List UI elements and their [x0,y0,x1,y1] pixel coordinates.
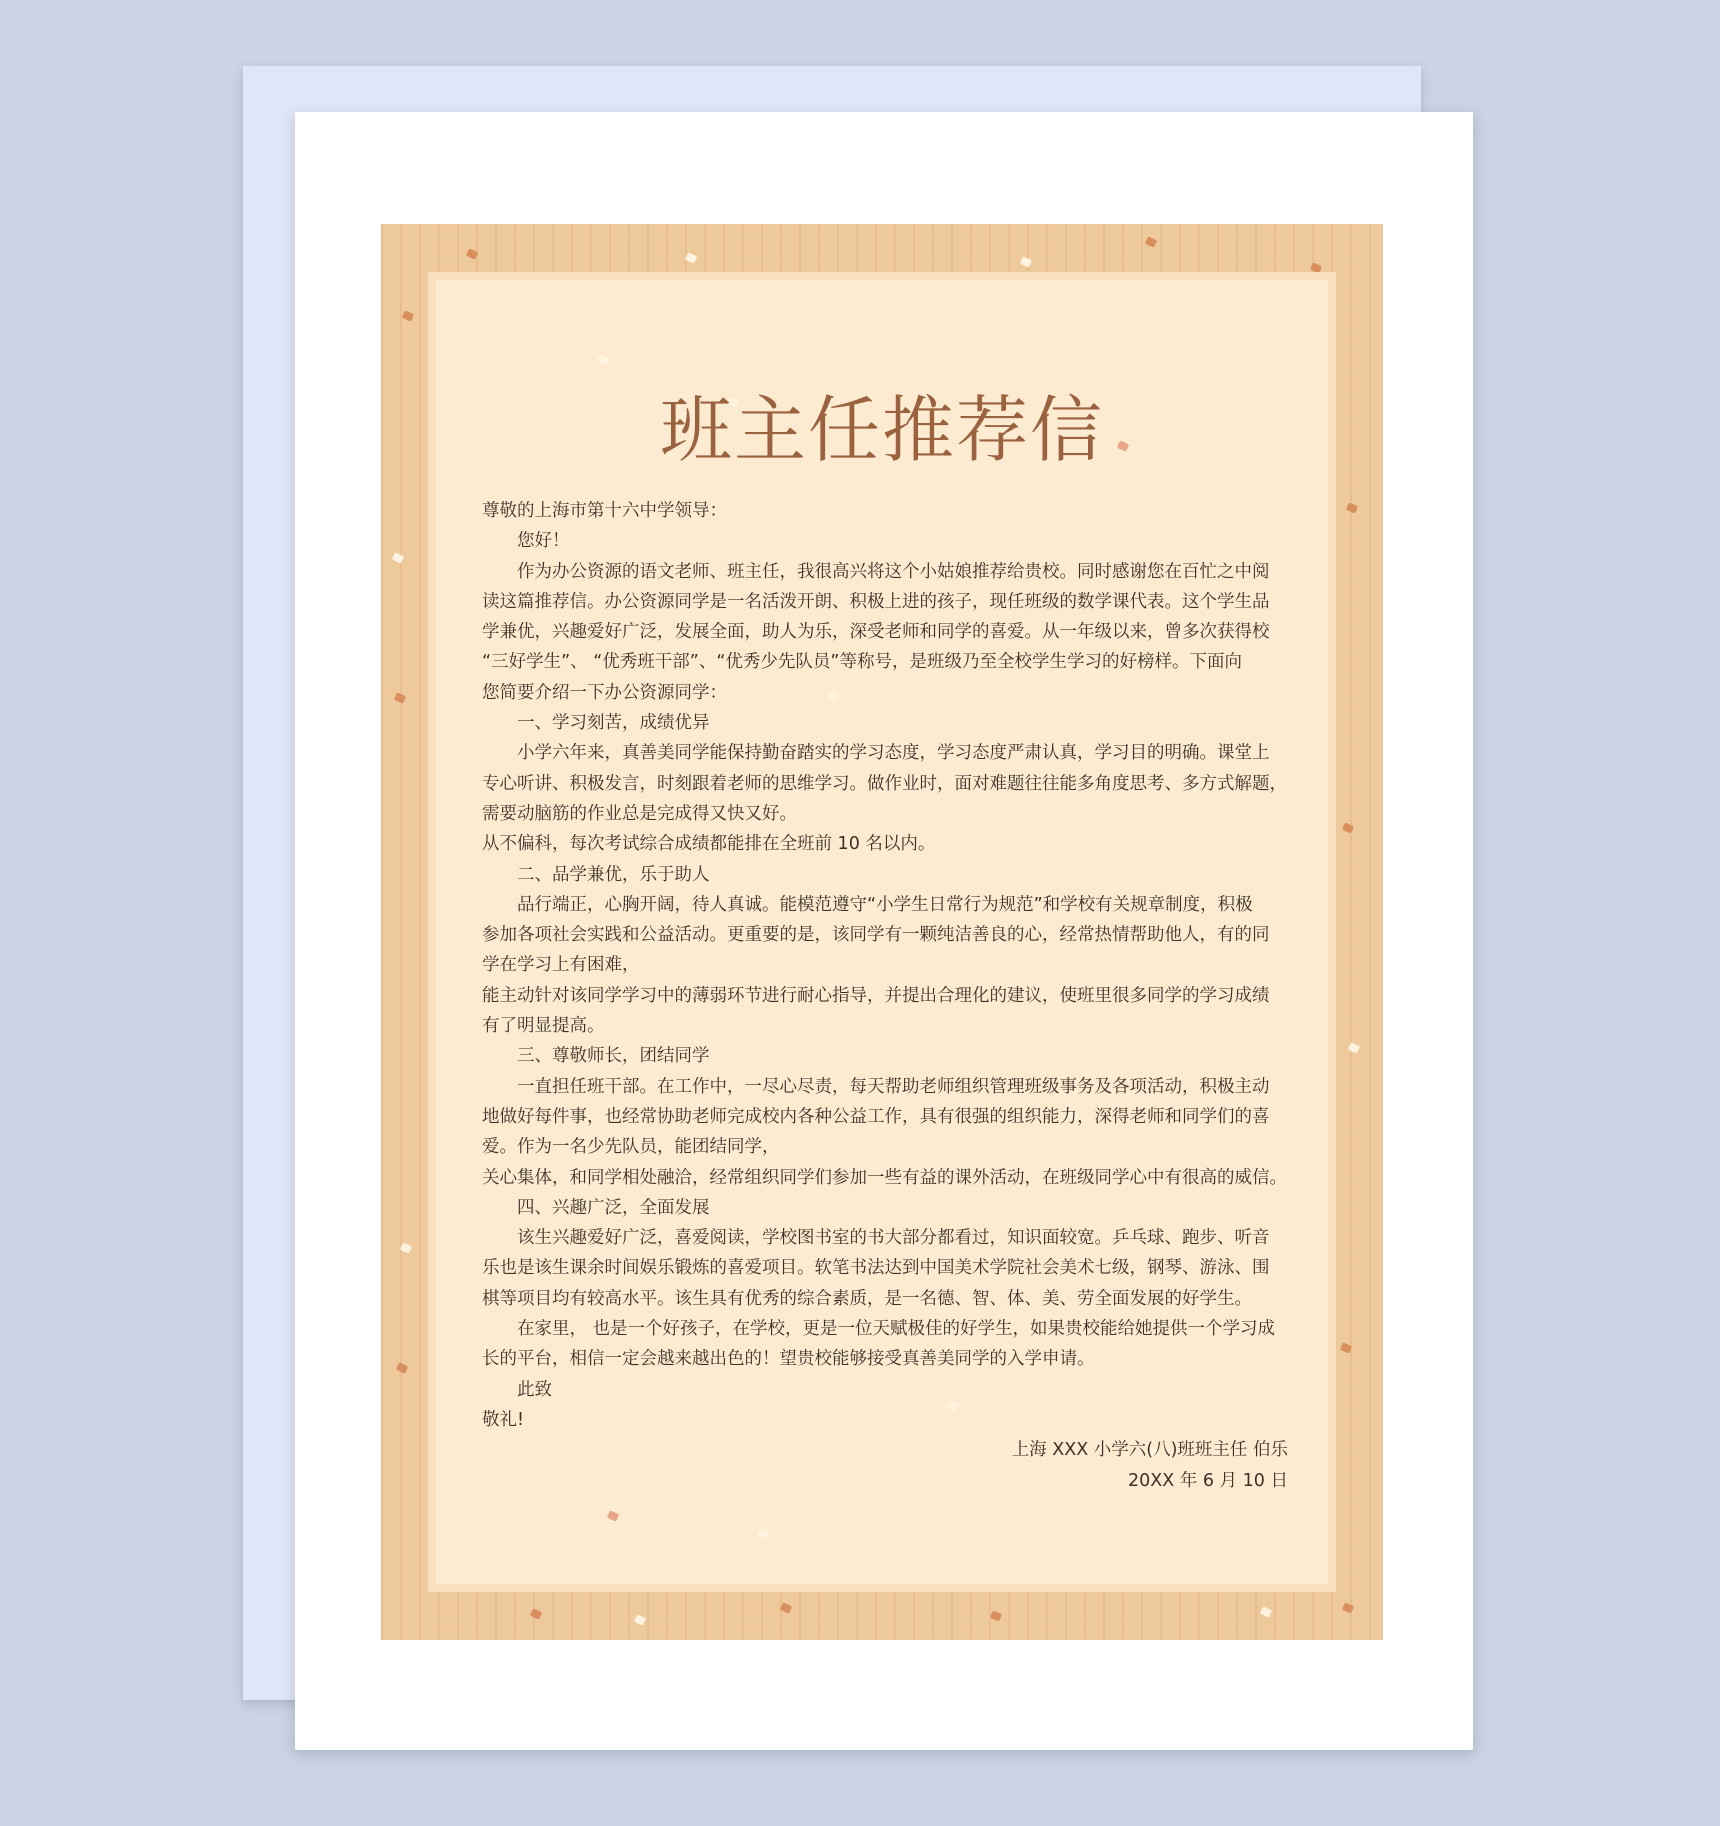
confetti-decoration [392,552,404,563]
letter-line: 上海 XXX 小学六(八)班班主任 伯乐 [1011,1440,1288,1461]
letter-line: 乐也是该生课余时间娱乐锻炼的喜爱项目。软笔书法达到中国美术学院社会美术七级，钢琴、游泳、围 [482,1258,1270,1279]
confetti-decoration [634,1614,646,1625]
letter-line: 参加各项社会实践和公益活动。更重要的是，该同学有一颗纯洁善良的心，经常热情帮助他人，有的同 [482,925,1270,946]
letter-line: 关心集体，和同学相处融洽，经常组织同学们参加一些有益的课外活动，在班级同学心中有很高的威信。 [482,1167,1287,1188]
letter-line: “三好学生”、 “优秀班干部”、“优秀少先队员”等称号，是班级乃至全校学生学习的好榜样。下面向 [482,652,1242,673]
letter-line: 品行端正，心胸开阔，待人真诚。能模范遵守“小学生日常行为规范”和学校有关规章制度，积极 [517,894,1253,915]
letter-line: 作为办公资源的语文老师、班主任，我很高兴将这个小姑娘推荐给贵校。同时感谢您在百忙之中阅 [517,561,1270,582]
confetti-decoration [1342,822,1354,833]
confetti-decoration [1346,502,1358,513]
letter-line: 读这篇推荐信。办公资源同学是一名活泼开朗、积极上进的孩子，现任班级的数学课代表。这个学生品 [482,591,1270,612]
letter-line: 敬礼! [482,1409,525,1430]
letter-line: 此致 [517,1379,552,1400]
confetti-decoration [597,354,609,365]
letter-line: 有了明显提高。 [482,1016,605,1037]
confetti-decoration [1340,1342,1352,1353]
letter-line: 您简要介绍一下办公资源同学： [482,682,727,703]
confetti-decoration [396,1362,408,1373]
letter-line: 能主动针对该同学学习中的薄弱环节进行耐心指导，并提出合理化的建议，使班里很多同学的学习成绩 [482,985,1270,1006]
confetti-decoration [1020,256,1032,267]
letter-line: 学兼优，兴趣爱好广泛，发展全面，助人为乐，深受老师和同学的喜爱。从一年级以来，曾多次获得校 [482,622,1270,643]
letter-line: 您好！ [517,531,570,552]
letter-line: 长的平台，相信一定会越来越出色的！望贵校能够接受真善美同学的入学申请。 [482,1349,1095,1370]
letter-title: 班主任推荐信 [659,388,1104,472]
letter-line: 该生兴趣爱好广泛，喜爱阅读，学校图书室的书大部分都看过，知识面较宽。乒乓球、跑步、听音 [517,1228,1270,1249]
letter-frame [381,224,1383,1640]
letter-line: 尊敬的上海市第十六中学领导： [482,501,727,521]
confetti-decoration [1342,1602,1354,1613]
letter-line: 专心听讲、积极发言，时刻跟着老师的思维学习。做作业时，面对难题往往能多角度思考、多方式解题， [482,773,1287,794]
confetti-decoration [607,1510,619,1521]
letter-line: 四、兴趣广泛，全面发展 [517,1197,710,1218]
letter-line: 一直担任班干部。在工作中，一尽心尽责，每天帮助老师组织管理班级事务及各项活动，积极主动 [517,1076,1270,1097]
confetti-decoration [990,1610,1002,1621]
letter-line: 在家里， 也是一个好孩子，在学校，更是一位天赋极佳的好学生，如果贵校能给她提供一个学习成 [517,1319,1276,1340]
letter-line: 三、尊敬师长，团结同学 [517,1046,710,1067]
letter-line: 地做好每件事，也经常协助老师完成校内各种公益工作，具有很强的组织能力，深得老师和同学们的喜 [482,1106,1270,1127]
letter-line: 学在学习上有困难， [482,955,640,976]
letter-line: 棋等项目均有较高水平。该生具有优秀的综合素质，是一名德、智、体、美、劳全面发展的好学生。 [482,1288,1252,1309]
confetti-decoration [685,252,697,263]
confetti-decoration [1260,1606,1272,1617]
letter-line: 二、品学兼优，乐于助人 [517,864,710,885]
confetti-decoration [757,1528,769,1539]
confetti-decoration [780,1602,792,1613]
letter-line: 从不偏科，每次考试综合成绩都能排在全班前 10 名以内。 [482,834,936,855]
letter-line: 爱。作为一名少先队员，能团结同学， [482,1137,780,1158]
confetti-decoration [530,1608,542,1619]
letter-line: 一、学习刻苦，成绩优异 [517,713,710,734]
confetti-decoration [400,1242,412,1253]
confetti-decoration [394,692,406,703]
letter-line: 20XX 年 6 月 10 日 [1128,1470,1288,1491]
confetti-decoration [1145,236,1157,247]
letter-line: 小学六年来，真善美同学能保持勤奋踏实的学习态度，学习态度严肃认真，学习目的明确。课堂上 [517,743,1270,764]
confetti-decoration [402,310,414,321]
confetti-decoration [1348,1042,1360,1053]
letter-body [482,496,1288,1496]
letter-line: 需要动脑筋的作业总是完成得又快又好。 [482,803,797,824]
letter-paper [428,272,1336,1592]
confetti-decoration [466,248,478,259]
